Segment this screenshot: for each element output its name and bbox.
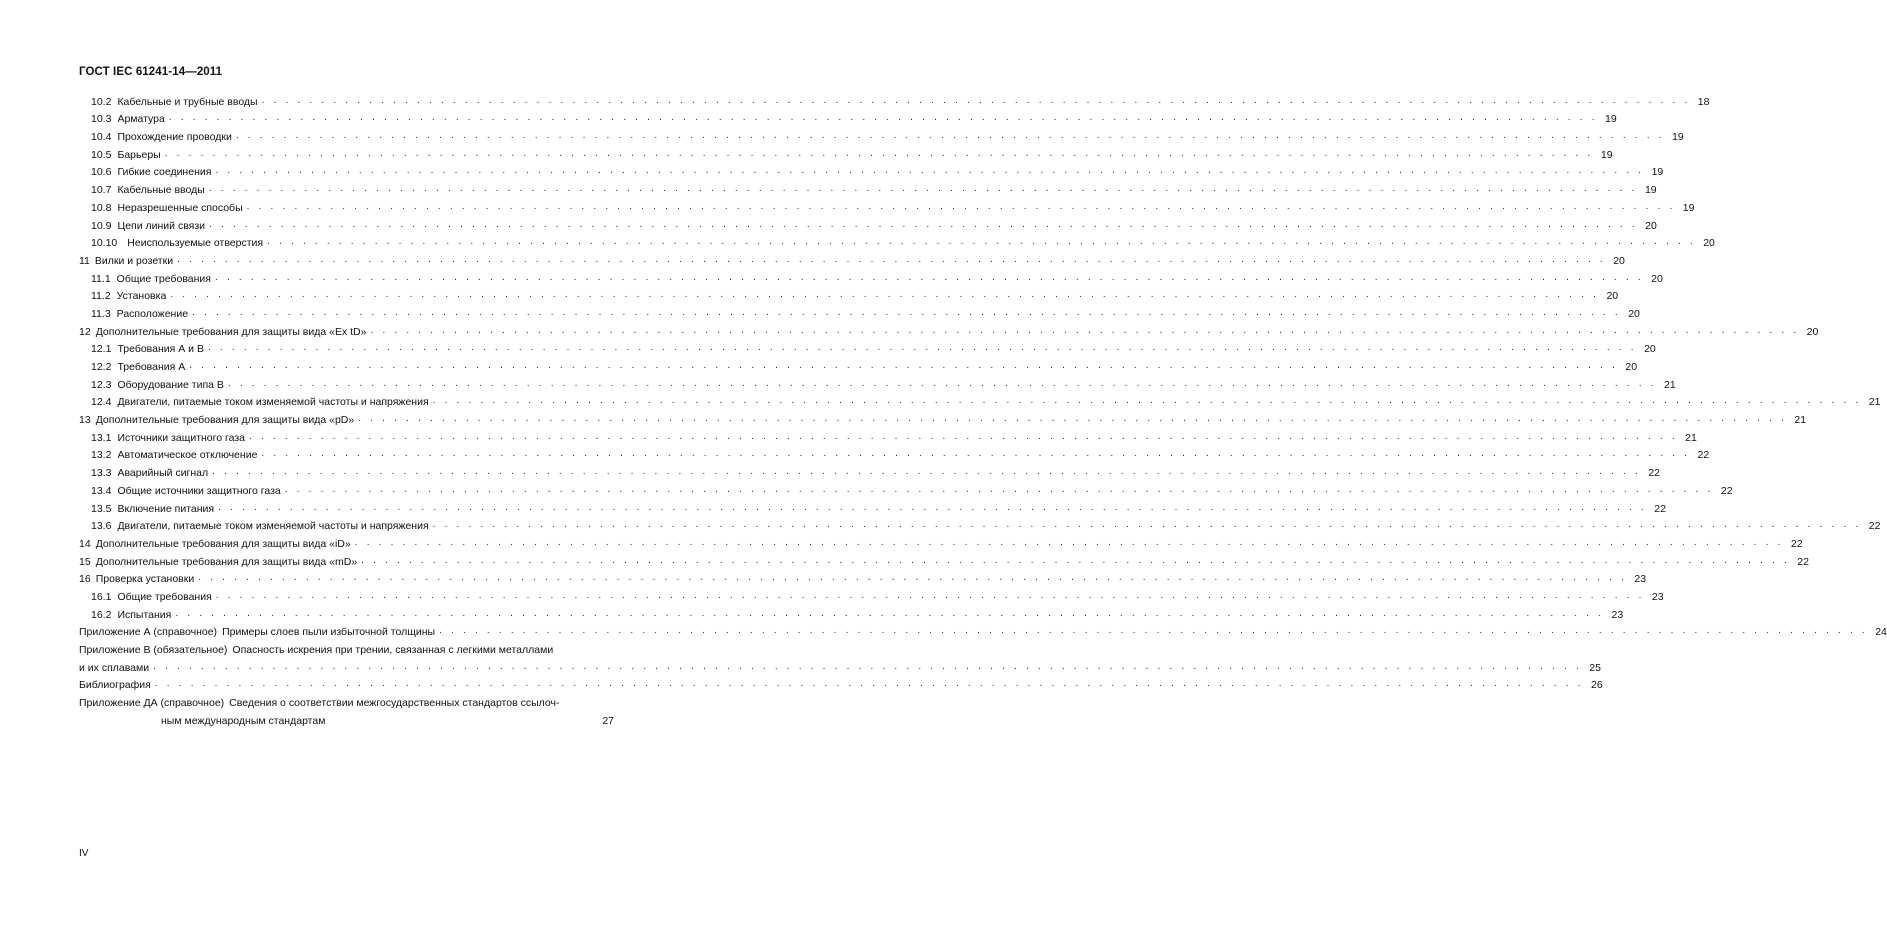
dot-leader: . . . . . . . . . . . . . . . . . . . . . . . . . . . . . . . . . . . . . . . . . . . . . . . . . . . . . . . . . . . . . . . . . . . . . . . . . . . . . . . . . . . . . . . . . . . . . . . . . . . . . . . . . . . . . . . . . . . . . . . . — [153, 660, 1582, 672]
toc-entry-page: 20 — [1645, 219, 1657, 232]
appendix-a-label: Приложение А (справочное) — [79, 626, 218, 639]
dot-leader: . . . . . . . . . . . . . . . . . . . . . . . . . . . . . . . . . . . . . . . . . . . . . . . . . . . . . . . . . . . . . . . . . . . . . . . . . . . . . . . . . . . . . . . . . . . . . . . . . . . . . . . . . . . . . . . . . . . . . . . . — [168, 112, 1598, 124]
dot-leader: . . . . . . . . . . . . . . . . . . . . . . . . . . . . . . . . . . . . . . . . . . . . . . . . . . . . . . . . . . . . . . . . . . . . . . . . . . . . . . . . . . . . . . . . . . . . . . . . . . . . . . . . . . . . . . . . . . . . . . . . — [261, 94, 1691, 106]
toc-entry-number: 12.1 — [91, 343, 112, 356]
toc-entry-title: Двигатели, питаемые током изменяемой частоты и напряжения — [117, 396, 429, 409]
toc-entry-number: 10.8 — [91, 201, 112, 214]
toc-entry-title: Дополнительные требования для защиты вида «iD» — [95, 537, 351, 550]
bibliography-title: Библиография — [79, 679, 151, 692]
appendix-a-title: Примеры слоев пыли избыточной толщины — [222, 626, 436, 639]
toc-entry-page: 21 — [1664, 378, 1676, 391]
toc-entry — [79, 392, 1881, 410]
toc-entry-title: Неразрешенные способы — [117, 201, 243, 214]
appendix-da-label: Приложение ДА (справочное) — [79, 697, 225, 710]
toc-entry-number: 12.3 — [91, 378, 112, 391]
toc-entry-number: 10.2 — [91, 95, 112, 108]
toc-entry-title: Расположение — [116, 307, 189, 320]
toc-entry-title: Требования А — [117, 361, 186, 373]
dot-leader: . . . . . . . . . . . . . . . . . . . . . . . . . . . . . . . . . . . . . . . . . . . . . . . . . . . . . . . . . . . . . . . . . . . . . . . . . . . . . . . . . . . . . . . . . . . . . . . . . . . . . . . . . . . . . . . . . . . . . . . . — [177, 253, 1606, 265]
dot-leader: . . . . . . . . . . . . . . . . . . . . . . . . . . . . . . . . . . . . . . . . . . . . . . . . . . . . . . . . . . . . . . . . . . . . . . . . . . . . . . . . . . . . . . . . . . . . . . . . . . . . . . . . . . . . . . . . . . . . . . . . — [267, 236, 1696, 248]
toc-entry — [79, 604, 1624, 622]
dot-leader: . . . . . . . . . . . . . . . . . . . . . . . . . . . . . . . . . . . . . . . . . . . . . . . . . . . . . . . . . . . . . . . . . . . . . . . . . . . . . . . . . . . . . . . . . . . . . . . . . . . . . . . . . . . . . . . . . . . . . . . . — [175, 607, 1605, 619]
appendix-b-title-line1: Опасность искрения при трении, связанная с легкими металлами — [232, 644, 554, 656]
toc-entry — [79, 268, 1663, 286]
toc-entry — [79, 144, 1613, 162]
toc-entry-title: Автоматическое отключение — [117, 449, 258, 462]
toc-entry-number: 12.4 — [91, 396, 112, 409]
toc-entry-page: 20 — [1651, 272, 1663, 285]
dot-leader: . . . . . . . . . . . . . . . . . . . . . . . . . . . . . . . . . . . . . . . . . . . . . . . . . . . . . . . . . . . . . . . . . . . . . . . . . . . . . . . . . . . . . . . . . . . . . . . . . . . . . . . . . . . . . . . . . . . . . . . . — [354, 536, 1784, 548]
toc-entry — [79, 162, 1664, 180]
toc-entry-page: 20 — [1625, 361, 1638, 373]
toc-entry-page: 20 — [1644, 343, 1656, 356]
dot-leader: . . . . . . . . . . . . . . . . . . . . . . . . . . . . . . . . . . . . . . . . . . . . . . . . . . . . . . . . . . . . . . . . . . . . . . . . . . . . . . . . . . . . . . . . . . . . . . . . . . . . . . . . . . . . . . . . . . . . . . . . — [170, 289, 1600, 301]
toc-entry-page: 23 — [1611, 608, 1624, 621]
dot-leader: . . . . . . . . . . . . . . . . . . . . . . . . . . . . . . . . . . . . . . . . . . . . . . . . . . . . . . . . . . . . . . . . . . . . . . . . . . . . . . . . . . . . . . . . . . . . . . . . . . . . . . . . . . . . . . . . . . . . . . . . — [192, 306, 1621, 318]
dot-leader: . . . . . . . . . . . . . . . . . . . . . . . . . . . . . . . . . . . . . . . . . . . . . . . . . . . . . . . . . . . . . . . . . . . . . . . . . . . . . . . . . . . . . . . . . . . . . . . . . . . . . . . . . . . . . . . . . . . . . . . . — [358, 413, 1788, 425]
toc-entry-title: Включение питания — [117, 502, 215, 515]
toc-entry-page: 18 — [1697, 95, 1710, 108]
toc-entry-title: Двигатели, питаемые током изменяемой частоты и напряжения — [117, 520, 429, 533]
toc-entry — [79, 498, 1666, 516]
page-number: IV — [79, 848, 89, 859]
toc-entry — [79, 303, 1640, 321]
dot-leader: . . . . . . . . . . . . . . . . . . . . . . . . . . . . . . . . . . . . . . . . . . . . . . . . . . . . . . . . . . . . . . . . . . . . . . . . . . . . . . . . . . . . . . . . . . . . . . . . . . . . . . . . . . . . . . . . . . . . . . . . — [164, 147, 1594, 159]
toc-entry-title: Установка — [116, 290, 167, 303]
toc-entry-page: 19 — [1682, 201, 1695, 214]
toc-entry — [79, 551, 1809, 569]
toc-entry-number: 11.3 — [91, 307, 111, 320]
appendix-da-entry — [79, 692, 614, 710]
toc-entry-number: 11 — [79, 254, 90, 267]
toc-entry — [79, 91, 1710, 109]
toc-entry-page: 22 — [1654, 502, 1666, 515]
dot-leader: . . . . . . . . . . . . . . . . . . . . . . . . . . . . . . . . . . . . . . . . . . . . . . . . . . . . . . . . . . . . . . . . . . . . . . . . . . . . . . . . . . . . . . . . . . . . . . . . . . . . . . . . . . . . . . . . . . . . . . . . — [235, 130, 1665, 142]
dot-leader: . . . . . . . . . . . . . . . . . . . . . . . . . . . . . . . . . . . . . . . . . . . . . . . . . . . . . . . . . . . . . . . . . . . . . . . . . . . . . . . . . . . . . . . . . . . . . . . . . . . . . . . . . . . . . . . . . . . . . . . . — [248, 430, 1678, 442]
dot-leader: . . . . . . . . . . . . . . . . . . . . . . . . . . . . . . . . . . . . . . . . . . . . . . . . . . . . . . . . . . . . . . . . . . . . . . . . . . . . . . . . . . . . . . . . . . . . . . . . . . . . . . . . . . . . . . . . . . . . . . . . — [370, 324, 1800, 336]
toc-entry — [79, 586, 1664, 604]
dot-leader: . . . . . . . . . . . . . . . . . . . . . . . . . . . . . . . . . . . . . . . . . . . . . . . . . . . . . . . . . . . . . . . . . . . . . . . . . . . . . . . . . . . . . . . . . . . . . . . . . . . . . . . . . . . . . . . . . . . . . . . . — [218, 501, 1647, 513]
toc-entry — [79, 286, 1619, 304]
toc-entry-number: 13.1 — [91, 431, 112, 444]
toc-entry-title: Общие требования — [116, 272, 211, 285]
toc-entry-number: 14 — [79, 537, 91, 550]
appendix-b-entry-continued — [79, 657, 1601, 675]
toc-entry-page: 22 — [1790, 537, 1803, 550]
toc-entry-page: 20 — [1613, 254, 1625, 267]
toc-entry-page: 22 — [1868, 520, 1881, 533]
toc-entry — [79, 126, 1684, 144]
dot-leader: . . . . . . . . . . . . . . . . . . . . . . . . . . . . . . . . . . . . . . . . . . . . . . . . . . . . . . . . . . . . . . . . . . . . . . . . . . . . . . . . . . . . . . . . . . . . . . . . . . . . . . . . . . . . . . . . . . . . . . . . — [432, 519, 1862, 531]
toc-entry-page: 20 — [1606, 290, 1619, 303]
toc-entry — [79, 445, 1710, 463]
dot-leader: . . . . . . . . . . . . . . . . . . . . . . . . . . . . . . . . . . . . . . . . . . . . . . . . . . . . . . . . . . . . . . . . . . . . . . . . . . . . . . . . . . . . . . . . . . . . . . . . . . . . . . . . . . . . . . . . . . . . . . . . — [215, 589, 1645, 601]
dot-leader: . . . . . . . . . . . . . . . . . . . . . . . . . . . . . . . . . . . . . . . . . . . . . . . . . . . . . . . . . . . . . . . . . . . . . . . . . . . . . . . . . . . . . . . . . . . . . . . . . . . . . . . . . . . . . . . . . . . . . . . . — [154, 678, 1584, 690]
toc-entry-page: 22 — [1697, 449, 1710, 462]
dot-leader: . . . . . . . . . . . . . . . . . . . . . . . . . . . . . . . . . . . . . . . . . . . . . . . . . . . . . . . . . . . . . . . . . . . . . . . . . . . . . . . . . . . . . . . . . . . . . . . . . . . . . . . . . . . . . . . . . . . . . . . . — [215, 271, 1644, 283]
appendix-b-label: Приложение В (обязательное) — [79, 644, 228, 656]
toc-entry — [79, 533, 1803, 551]
toc-entry — [79, 427, 1697, 445]
toc-entry-title: Общие источники защитного газа — [117, 484, 281, 497]
toc-entry-title: Арматура — [117, 113, 165, 126]
bibliography-entry — [79, 675, 1603, 693]
toc-entry-title: Кабельные и трубные вводы — [117, 95, 258, 108]
toc-entry — [79, 516, 1881, 534]
appendix-b-title-line2: и их сплавами — [79, 661, 150, 674]
toc-entry-title: Испытания — [117, 608, 172, 621]
toc-entry-number: 13.3 — [91, 467, 112, 480]
toc-entry-number: 10.5 — [91, 148, 112, 161]
dot-leader: . . . . . . . . . . . . . . . . . . . . . . . . . . . . . . . . . . . . . . . . . . . . . . . . . . . . . . . . . . . . . . . . . . . . . . . . . . . . . . . . . . . . . . . . . . . . . . . . . . . . . . . . . . . . . . . . . . . . . . . . — [227, 377, 1657, 389]
bibliography-page: 26 — [1590, 679, 1603, 692]
toc-entry-number: 15 — [79, 555, 91, 568]
toc-entry-number: 11.1 — [91, 272, 111, 285]
toc-entry — [79, 462, 1660, 480]
appendix-da-page: 27 — [602, 714, 614, 727]
toc-entry-page: 23 — [1651, 590, 1664, 603]
toc-entry-title: Гибкие соединения — [117, 166, 212, 179]
toc-entry-number: 13.4 — [91, 484, 112, 497]
dot-leader: . . . . . . . . . . . . . . . . . . . . . . . . . . . . . . . . . . . . . . . . . . . . . . . . . . . . . . . . . . . . . . . . . . . . . . . . . . . . . . . . . . . . . . . . . . . . . . . . . . . . . . . . . . . . . . . . . . . . . . . . — [212, 466, 1641, 478]
toc-entry — [79, 233, 1715, 251]
toc-entry-number: 10.6 — [91, 166, 112, 179]
toc-entry-title: Оборудование типа В — [117, 378, 224, 391]
toc-entry — [79, 321, 1819, 339]
document-code: ГОСТ IEC 61241-14—2011 — [79, 66, 223, 78]
toc-entry-number: 13 — [79, 414, 91, 427]
toc-entry-page: 19 — [1651, 166, 1664, 179]
toc-entry-title: Дополнительные требования для защиты вида «Ex tD» — [95, 325, 367, 338]
toc-entry-title: Дополнительные требования для защиты вида «mD» — [95, 555, 358, 568]
toc-entry-page: 19 — [1600, 148, 1613, 161]
toc-entry-number: 11.2 — [91, 290, 111, 303]
toc-entry — [79, 356, 1638, 374]
toc-entry — [79, 215, 1657, 233]
toc-entry-number: 16.1 — [91, 590, 112, 603]
toc-entry-page: 21 — [1794, 414, 1807, 427]
toc-entry-title: Дополнительные требования для защиты вида «pD» — [95, 414, 355, 427]
toc-entry-page: 22 — [1720, 484, 1733, 497]
toc-entry-title: Кабельные вводы — [117, 184, 205, 197]
appendix-da-title-line2: ным международным стандартам — [161, 714, 326, 727]
toc-entry-page: 23 — [1634, 573, 1647, 586]
toc-entry-page: 20 — [1628, 307, 1640, 320]
toc-entry-number: 13.2 — [91, 449, 112, 462]
appendix-da-title-line1: Сведения о соответствии межгосударственных стандартов ссылоч- — [229, 697, 560, 710]
dot-leader: . . . . . . . . . . . . . . . . . . . . . . . . . . . . . . . . . . . . . . . . . . . . . . . . . . . . . . . . . . . . . . . . . . . . . . . . . . . . . . . . . . . . . . . . . . . . . . . . . . . . . . . . . . . . . . . . . . . . . . . . — [215, 165, 1645, 177]
toc-entry-page: 22 — [1797, 555, 1809, 568]
appendix-a-page: 24 — [1875, 626, 1887, 639]
toc-entry-title: Общие требования — [117, 590, 212, 603]
toc-entry-title: Проверка установки — [95, 573, 195, 586]
dot-leader: . . . . . . . . . . . . . . . . . . . . . . . . . . . . . . . . . . . . . . . . . . . . . . . . . . . . . . . . . . . . . . . . . . . . . . . . . . . . . . . . . . . . . . . . . . . . . . . . . . . . . . . . . . . . . . . . . . . . . . . . — [208, 183, 1638, 195]
toc-entry-number: 13.6 — [91, 520, 112, 533]
appendix-da-entry-continued — [79, 710, 614, 728]
appendix-b-entry — [79, 639, 614, 657]
toc-entry — [79, 109, 1617, 127]
toc-entry — [79, 197, 1695, 215]
dot-leader: . . . . . . . . . . . . . . . . . . . . . . . . . . . . . . . . . . . . . . . . . . . . . . . . . . . . . . . . . . . . . . . . . . . . . . . . . . . . . . . . . . . . . . . . . . . . . . . . . . . . . . . . . . . . . . . . . . . . . . . . — [246, 200, 1676, 212]
dot-leader: . . . . . . . . . . . . . . . . . . . . . . . . . . . . . . . . . . . . . . . . . . . . . . . . . . . . . . . . . . . . . . . . . . . . . . . . . . . . . . . . . . . . . . . . . . . . . . . . . . . . . . . . . . . . . . . . . . . . . . . . — [439, 625, 1868, 637]
toc-entry — [79, 409, 1807, 427]
toc-entry-number: 16.2 — [91, 608, 112, 621]
toc-entry-page: 22 — [1648, 467, 1660, 480]
dot-leader: . . . . . . . . . . . . . . . . . . . . . . . . . . . . . . . . . . . . . . . . . . . . . . . . . . . . . . . . . . . . . . . . . . . . . . . . . . . . . . . . . . . . . . . . . . . . . . . . . . . . . . . . . . . . . . . . . . . . . . . . — [198, 572, 1628, 584]
table-of-contents — [79, 91, 1887, 728]
toc-entry-number: 12 — [79, 325, 91, 338]
toc-entry-title: Барьеры — [117, 148, 161, 161]
toc-entry-page: 19 — [1644, 184, 1657, 197]
toc-entry-number: 10.10 — [91, 237, 118, 250]
toc-entry-page: 21 — [1685, 431, 1697, 444]
dot-leader: . . . . . . . . . . . . . . . . . . . . . . . . . . . . . . . . . . . . . . . . . . . . . . . . . . . . . . . . . . . . . . . . . . . . . . . . . . . . . . . . . . . . . . . . . . . . . . . . . . . . . . . . . . . . . . . . . . . . . . . . — [284, 483, 1714, 495]
toc-entry-number: 12.2 — [91, 361, 112, 373]
toc-entry-title: Цепи линий связи — [117, 219, 206, 232]
dot-leader: . . . . . . . . . . . . . . . . . . . . . . . . . . . . . . . . . . . . . . . . . . . . . . . . . . . . . . . . . . . . . . . . . . . . . . . . . . . . . . . . . . . . . . . . . . . . . . . . . . . . . . . . . . . . . . . . . . . . . . . . — [209, 218, 1638, 230]
toc-entry-number: 13.5 — [91, 502, 112, 515]
toc-entry — [79, 374, 1676, 392]
toc-entry-number: 10.7 — [91, 184, 112, 197]
toc-entry — [79, 569, 1647, 587]
toc-entry-title: Источники защитного газа — [117, 431, 245, 444]
dot-leader: . . . . . . . . . . . . . . . . . . . . . . . . . . . . . . . . . . . . . . . . . . . . . . . . . . . . . . . . . . . . . . . . . . . . . . . . . . . . . . . . . . . . . . . . . . . . . . . . . . . . . . . . . . . . . . . . . . . . . . . . — [432, 395, 1862, 407]
toc-entry-number: 10.3 — [91, 113, 112, 126]
toc-entry-title: Неиспользуемые отверстия — [127, 237, 264, 250]
toc-entry-number: 16 — [79, 573, 91, 586]
toc-entry-title: Аварийный сигнал — [117, 467, 209, 480]
dot-leader: . . . . . . . . . . . . . . . . . . . . . . . . . . . . . . . . . . . . . . . . . . . . . . . . . . . . . . . . . . . . . . . . . . . . . . . . . . . . . . . . . . . . . . . . . . . . . . . . . . . . . . . . . . . . . . . . . . . . . . . . — [361, 554, 1790, 566]
toc-entry-page: 19 — [1671, 131, 1684, 144]
toc-entry-number: 10.4 — [91, 131, 112, 144]
toc-entry-number: 10.9 — [91, 219, 112, 232]
toc-entry — [79, 339, 1656, 357]
toc-entry-title: Прохождение проводки — [117, 131, 232, 144]
dot-leader: . . . . . . . . . . . . . . . . . . . . . . . . . . . . . . . . . . . . . . . . . . . . . . . . . . . . . . . . . . . . . . . . . . . . . . . . . . . . . . . . . . . . . . . . . . . . . . . . . . . . . . . . . . . . . . . . . . . . . . . . — [189, 360, 1619, 371]
toc-entry — [79, 250, 1625, 268]
toc-entry-page: 20 — [1703, 237, 1715, 250]
dot-leader: . . . . . . . . . . . . . . . . . . . . . . . . . . . . . . . . . . . . . . . . . . . . . . . . . . . . . . . . . . . . . . . . . . . . . . . . . . . . . . . . . . . . . . . . . . . . . . . . . . . . . . . . . . . . . . . . . . . . . . . . — [261, 448, 1691, 460]
toc-entry-title: Вилки и розетки — [94, 254, 174, 267]
toc-entry-page: 19 — [1605, 113, 1617, 126]
toc-entry-page: 20 — [1806, 325, 1819, 338]
appendix-a-entry — [79, 622, 1887, 640]
toc-entry-page: 21 — [1868, 396, 1881, 409]
appendix-b-page: 25 — [1589, 661, 1601, 674]
toc-entry-title: Требования А и В — [117, 343, 204, 356]
dot-leader: . . . . . . . . . . . . . . . . . . . . . . . . . . . . . . . . . . . . . . . . . . . . . . . . . . . . . . . . . . . . . . . . . . . . . . . . . . . . . . . . . . . . . . . . . . . . . . . . . . . . . . . . . . . . . . . . . . . . . . . . — [207, 342, 1637, 354]
toc-entry — [79, 480, 1733, 498]
toc-entry — [79, 179, 1657, 197]
